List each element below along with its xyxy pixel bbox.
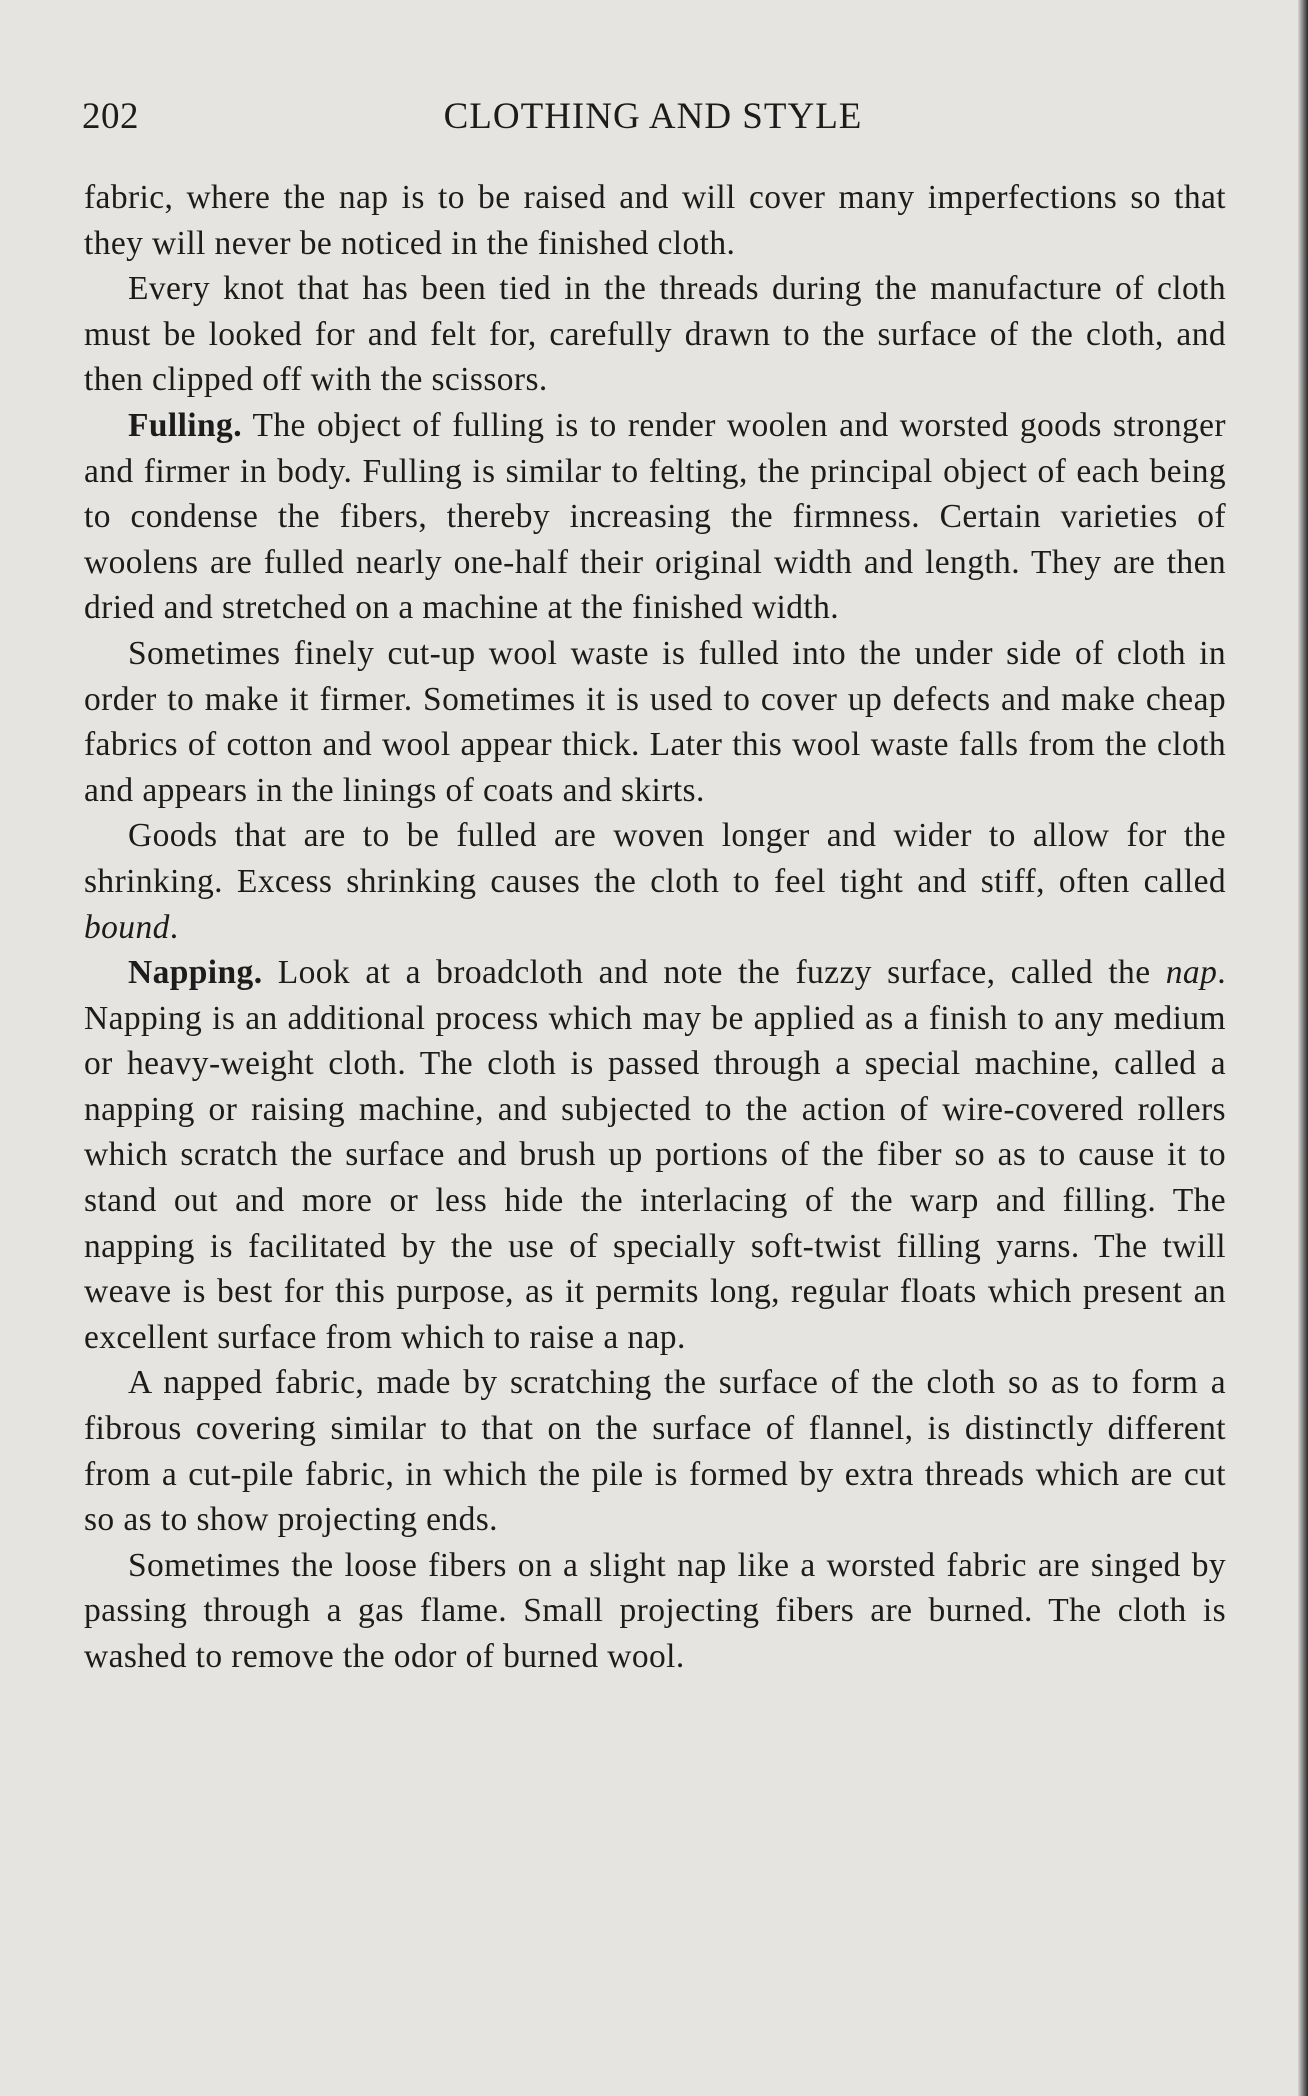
paragraph-8: Sometimes the loose fibers on a slight nap like a worsted fabric are singed by passing through a gas flame. Small projecting fibers are burned. The cloth is washed to remove the odor of burned wool. [84, 1546, 1226, 1675]
paragraph-fulling-text: The object of fulling is to render woolen and worsted goods stronger and firmer in body. Fulling is similar to felting, the principal object of each being to condense the fibers, thereby increasing the firmness. Certain varieties of woolens are fulled nearly one-half their original width and length. They are then dried and stretched on a machine at the finished width. [84, 406, 1226, 627]
side-heading-napping: Napping. [128, 954, 263, 992]
italic-term-bound: bound [84, 908, 170, 946]
paragraph-5-text: Goods that are to be fulled are woven longer and wider to allow for the shrinking. Excess shrinking causes the cloth to feel tight and stiff, often called [84, 817, 1226, 900]
paragraph-5-end: . [169, 908, 179, 946]
body-text [84, 175, 1226, 1680]
running-title: CLOTHING AND STYLE [443, 96, 863, 137]
paragraph-napping-text-a: Look at a broadcloth and note the fuzzy surface, called the [262, 954, 1166, 992]
italic-term-nap: nap [1165, 954, 1218, 992]
paragraph-napping-text-b: . Napping is an additional process which may be applied as a finish to any medium or heavy-weight cloth. The cloth is passed through a special machine, called a napping or raising machine, and subjected to the action of wire-covered rollers which scratch the surface and brush up portions of the fiber so as to cause it to stand out and more or less hide the interlacing of the warp and filling. The napping is facilitated by the use of specially soft-twist filling yarns. The twill weave is best for this purpose, as it permits long, regular floats which present an excellent surface from which to raise a nap. [84, 954, 1226, 1356]
paragraph-2: Every knot that has been tied in the threads during the manufacture of cloth must be looked for and felt for, carefully drawn to the surface of the cloth, and then clipped off with the scissors. [84, 270, 1226, 399]
paragraph-1: fabric, where the nap is to be raised and will cover many imperfections so that they will never be noticed in the finished cloth. [84, 179, 1226, 262]
page-edge [1298, 0, 1308, 2096]
page-number: 202 [82, 96, 139, 137]
paragraph-7: A napped fabric, made by scratching the surface of the cloth so as to form a fibrous covering similar to that on the surface of flannel, is distinctly different from a cut-pile fabric, in which the pile is formed by extra threads which are cut so as to show projecting ends. [84, 1364, 1226, 1539]
side-heading-fulling: Fulling. [128, 406, 242, 444]
paragraph-5 [84, 813, 1226, 950]
paragraph-napping [84, 950, 1226, 1360]
paragraph-4: Sometimes finely cut-up wool waste is fulled into the under side of cloth in order to make it firmer. Sometimes it is used to cover up defects and make cheap fabrics of cotton and wool appear thick. Later this wool waste falls from the cloth and appears in the linings of coats and skirts. [84, 634, 1226, 809]
paragraph-fulling [84, 403, 1226, 631]
page-header [82, 95, 1224, 145]
